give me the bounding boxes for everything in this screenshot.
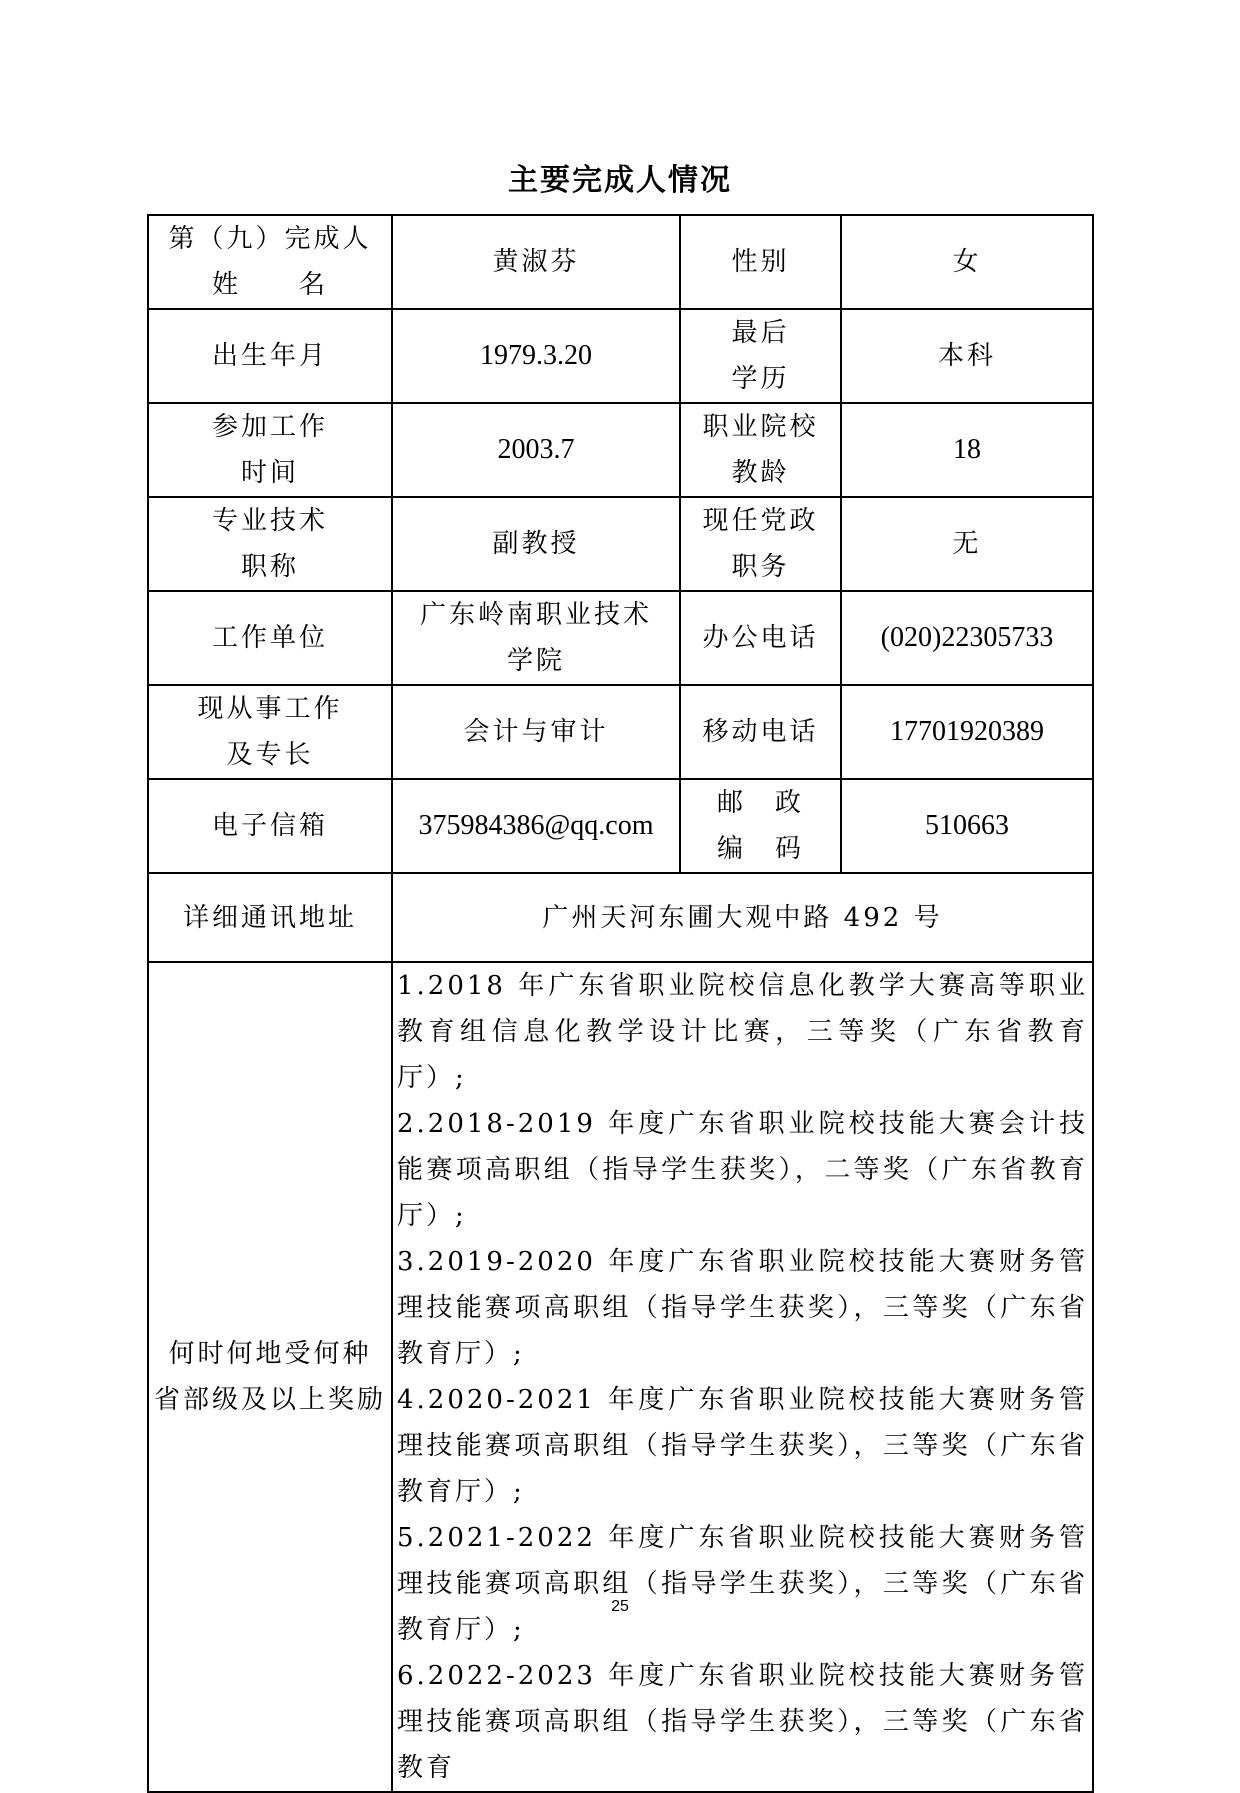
award-item: 5.2021-2022 年度广东省职业院校技能大赛财务管理技能赛项高职组（指导学生获奖），三等奖（广东省教育厅）; xyxy=(397,1523,1088,1645)
award-item: 1.2018 年广东省职业院校信息化教学大赛高等职业教育组信息化教学设计比赛，三等奖（广东省教育厅）; xyxy=(397,971,1088,1093)
form-row-name xyxy=(148,215,1093,309)
specialty-label: 现从事工作 及专长 xyxy=(148,685,392,779)
birth-label: 出生年月 xyxy=(148,309,392,403)
teaching-years-value: 18 xyxy=(841,403,1093,497)
awards-list xyxy=(392,962,1093,1792)
mobile-phone-value: 17701920389 xyxy=(841,685,1093,779)
name-label: 第（九）完成人 姓 名 xyxy=(148,215,392,309)
form-row-unit xyxy=(148,591,1093,685)
education-label: 最后 学历 xyxy=(680,309,841,403)
form-row-awards xyxy=(148,962,1093,1792)
work-start-value: 2003.7 xyxy=(392,403,680,497)
form-row-specialty xyxy=(148,685,1093,779)
mobile-phone-label: 移动电话 xyxy=(680,685,841,779)
party-position-label: 现任党政 职务 xyxy=(680,497,841,591)
award-item: 2.2018-2019 年度广东省职业院校技能大赛会计技能赛项高职组（指导学生获奖），二等奖（广东省教育厅）; xyxy=(397,1109,1088,1231)
work-unit-label: 工作单位 xyxy=(148,591,392,685)
postcode-label: 邮 政 编 码 xyxy=(680,779,841,873)
form-row-address xyxy=(148,873,1093,962)
personnel-form-table xyxy=(147,214,1094,1793)
form-row-work-start xyxy=(148,403,1093,497)
email-value: 375984386@qq.com xyxy=(392,779,680,873)
award-item: 6.2022-2023 年度广东省职业院校技能大赛财务管理技能赛项高职组（指导学生获奖），三等奖（广东省教育 xyxy=(397,1661,1088,1783)
award-item: 4.2020-2021 年度广东省职业院校技能大赛财务管理技能赛项高职组（指导学生获奖），三等奖（广东省教育厅）; xyxy=(397,1385,1088,1507)
specialty-value: 会计与审计 xyxy=(392,685,680,779)
gender-label: 性别 xyxy=(680,215,841,309)
form-row-email xyxy=(148,779,1093,873)
postcode-value: 510663 xyxy=(841,779,1093,873)
professional-title-label: 专业技术 职称 xyxy=(148,497,392,591)
award-item: 3.2019-2020 年度广东省职业院校技能大赛财务管理技能赛项高职组（指导学生获奖），三等奖（广东省教育厅）; xyxy=(397,1247,1088,1369)
email-label: 电子信箱 xyxy=(148,779,392,873)
education-value: 本科 xyxy=(841,309,1093,403)
office-phone-value: (020)22305733 xyxy=(841,591,1093,685)
form-row-title xyxy=(148,497,1093,591)
page-title: 主要完成人情况 xyxy=(508,163,732,198)
page-number: 25 xyxy=(611,1598,629,1615)
office-phone-label: 办公电话 xyxy=(680,591,841,685)
address-label: 详细通讯地址 xyxy=(148,873,392,962)
form-row-birth xyxy=(148,309,1093,403)
work-unit-value: 广东岭南职业技术 学院 xyxy=(392,591,680,685)
birth-value: 1979.3.20 xyxy=(392,309,680,403)
address-value: 广州天河东圃大观中路 492 号 xyxy=(392,873,1093,962)
gender-value: 女 xyxy=(841,215,1093,309)
work-start-label: 参加工作 时间 xyxy=(148,403,392,497)
name-value: 黄淑芬 xyxy=(392,215,680,309)
professional-title-value: 副教授 xyxy=(392,497,680,591)
party-position-value: 无 xyxy=(841,497,1093,591)
teaching-years-label: 职业院校 教龄 xyxy=(680,403,841,497)
awards-label: 何时何地受何种 省部级及以上奖励 xyxy=(148,962,392,1792)
